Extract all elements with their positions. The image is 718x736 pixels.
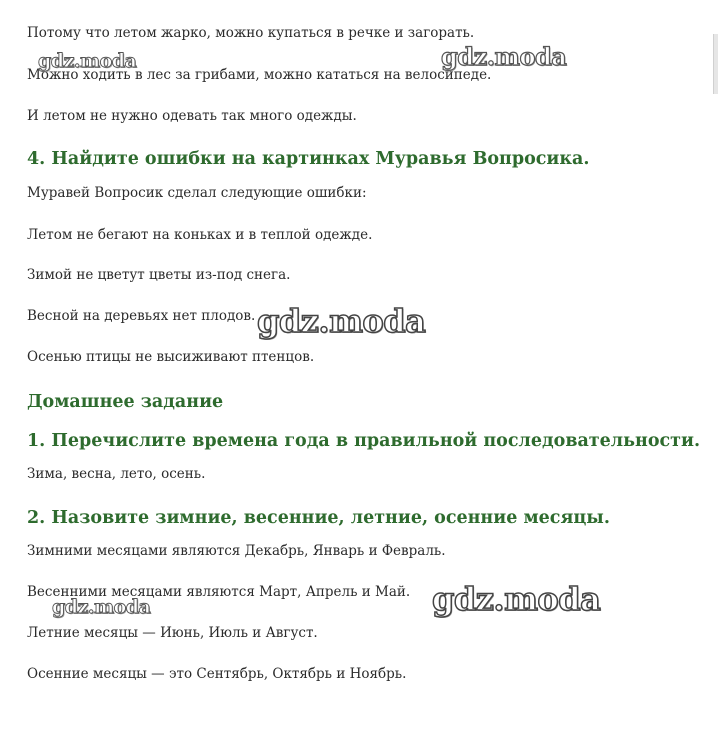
task1-answer: Зима, весна, лето, осень.: [27, 466, 206, 482]
section4-heading: 4. Найдите ошибки на картинках Муравья Вопросика.: [27, 149, 590, 169]
watermark: gdz.moda: [441, 42, 567, 71]
watermark: gdz.moda: [432, 580, 601, 618]
list-item: Зимой не цветут цветы из-под снега.: [27, 267, 291, 283]
section4-intro: Муравей Вопросик сделал следующие ошибки:: [27, 185, 367, 201]
task1-heading: 1. Перечислите времена года в правильной последовательности.: [27, 431, 701, 451]
task2-answer: Осенние месяцы — это Сентябрь, Октябрь и Ноябрь.: [27, 666, 407, 682]
scrollbar-edge: [713, 34, 718, 94]
list-item: Осенью птицы не высиживают птенцов.: [27, 349, 315, 365]
paragraph: Можно ходить в лес за грибами, можно кататься на велосипеде.: [27, 67, 492, 83]
paragraph: Потому что летом жарко, можно купаться в речке и загорать.: [27, 25, 475, 41]
list-item: Весной на деревьях нет плодов.: [27, 308, 256, 324]
list-item: Летом не бегают на коньках и в теплой одежде.: [27, 227, 373, 243]
task2-heading: 2. Назовите зимние, весенние, летние, осенние месяцы.: [27, 508, 610, 528]
watermark: gdz.moda: [52, 596, 151, 618]
task2-answer: Весенними месяцами являются Март, Апрель и Май.: [27, 584, 411, 600]
watermark: gdz.moda: [38, 50, 137, 72]
watermark: gdz.moda: [257, 302, 426, 340]
task2-answer: Зимними месяцами являются Декабрь, Январь и Февраль.: [27, 543, 446, 559]
paragraph: И летом не нужно одевать так много одежды.: [27, 108, 357, 124]
task2-answer: Летние месяцы — Июнь, Июль и Август.: [27, 625, 318, 641]
homework-heading: Домашнее задание: [27, 392, 224, 412]
